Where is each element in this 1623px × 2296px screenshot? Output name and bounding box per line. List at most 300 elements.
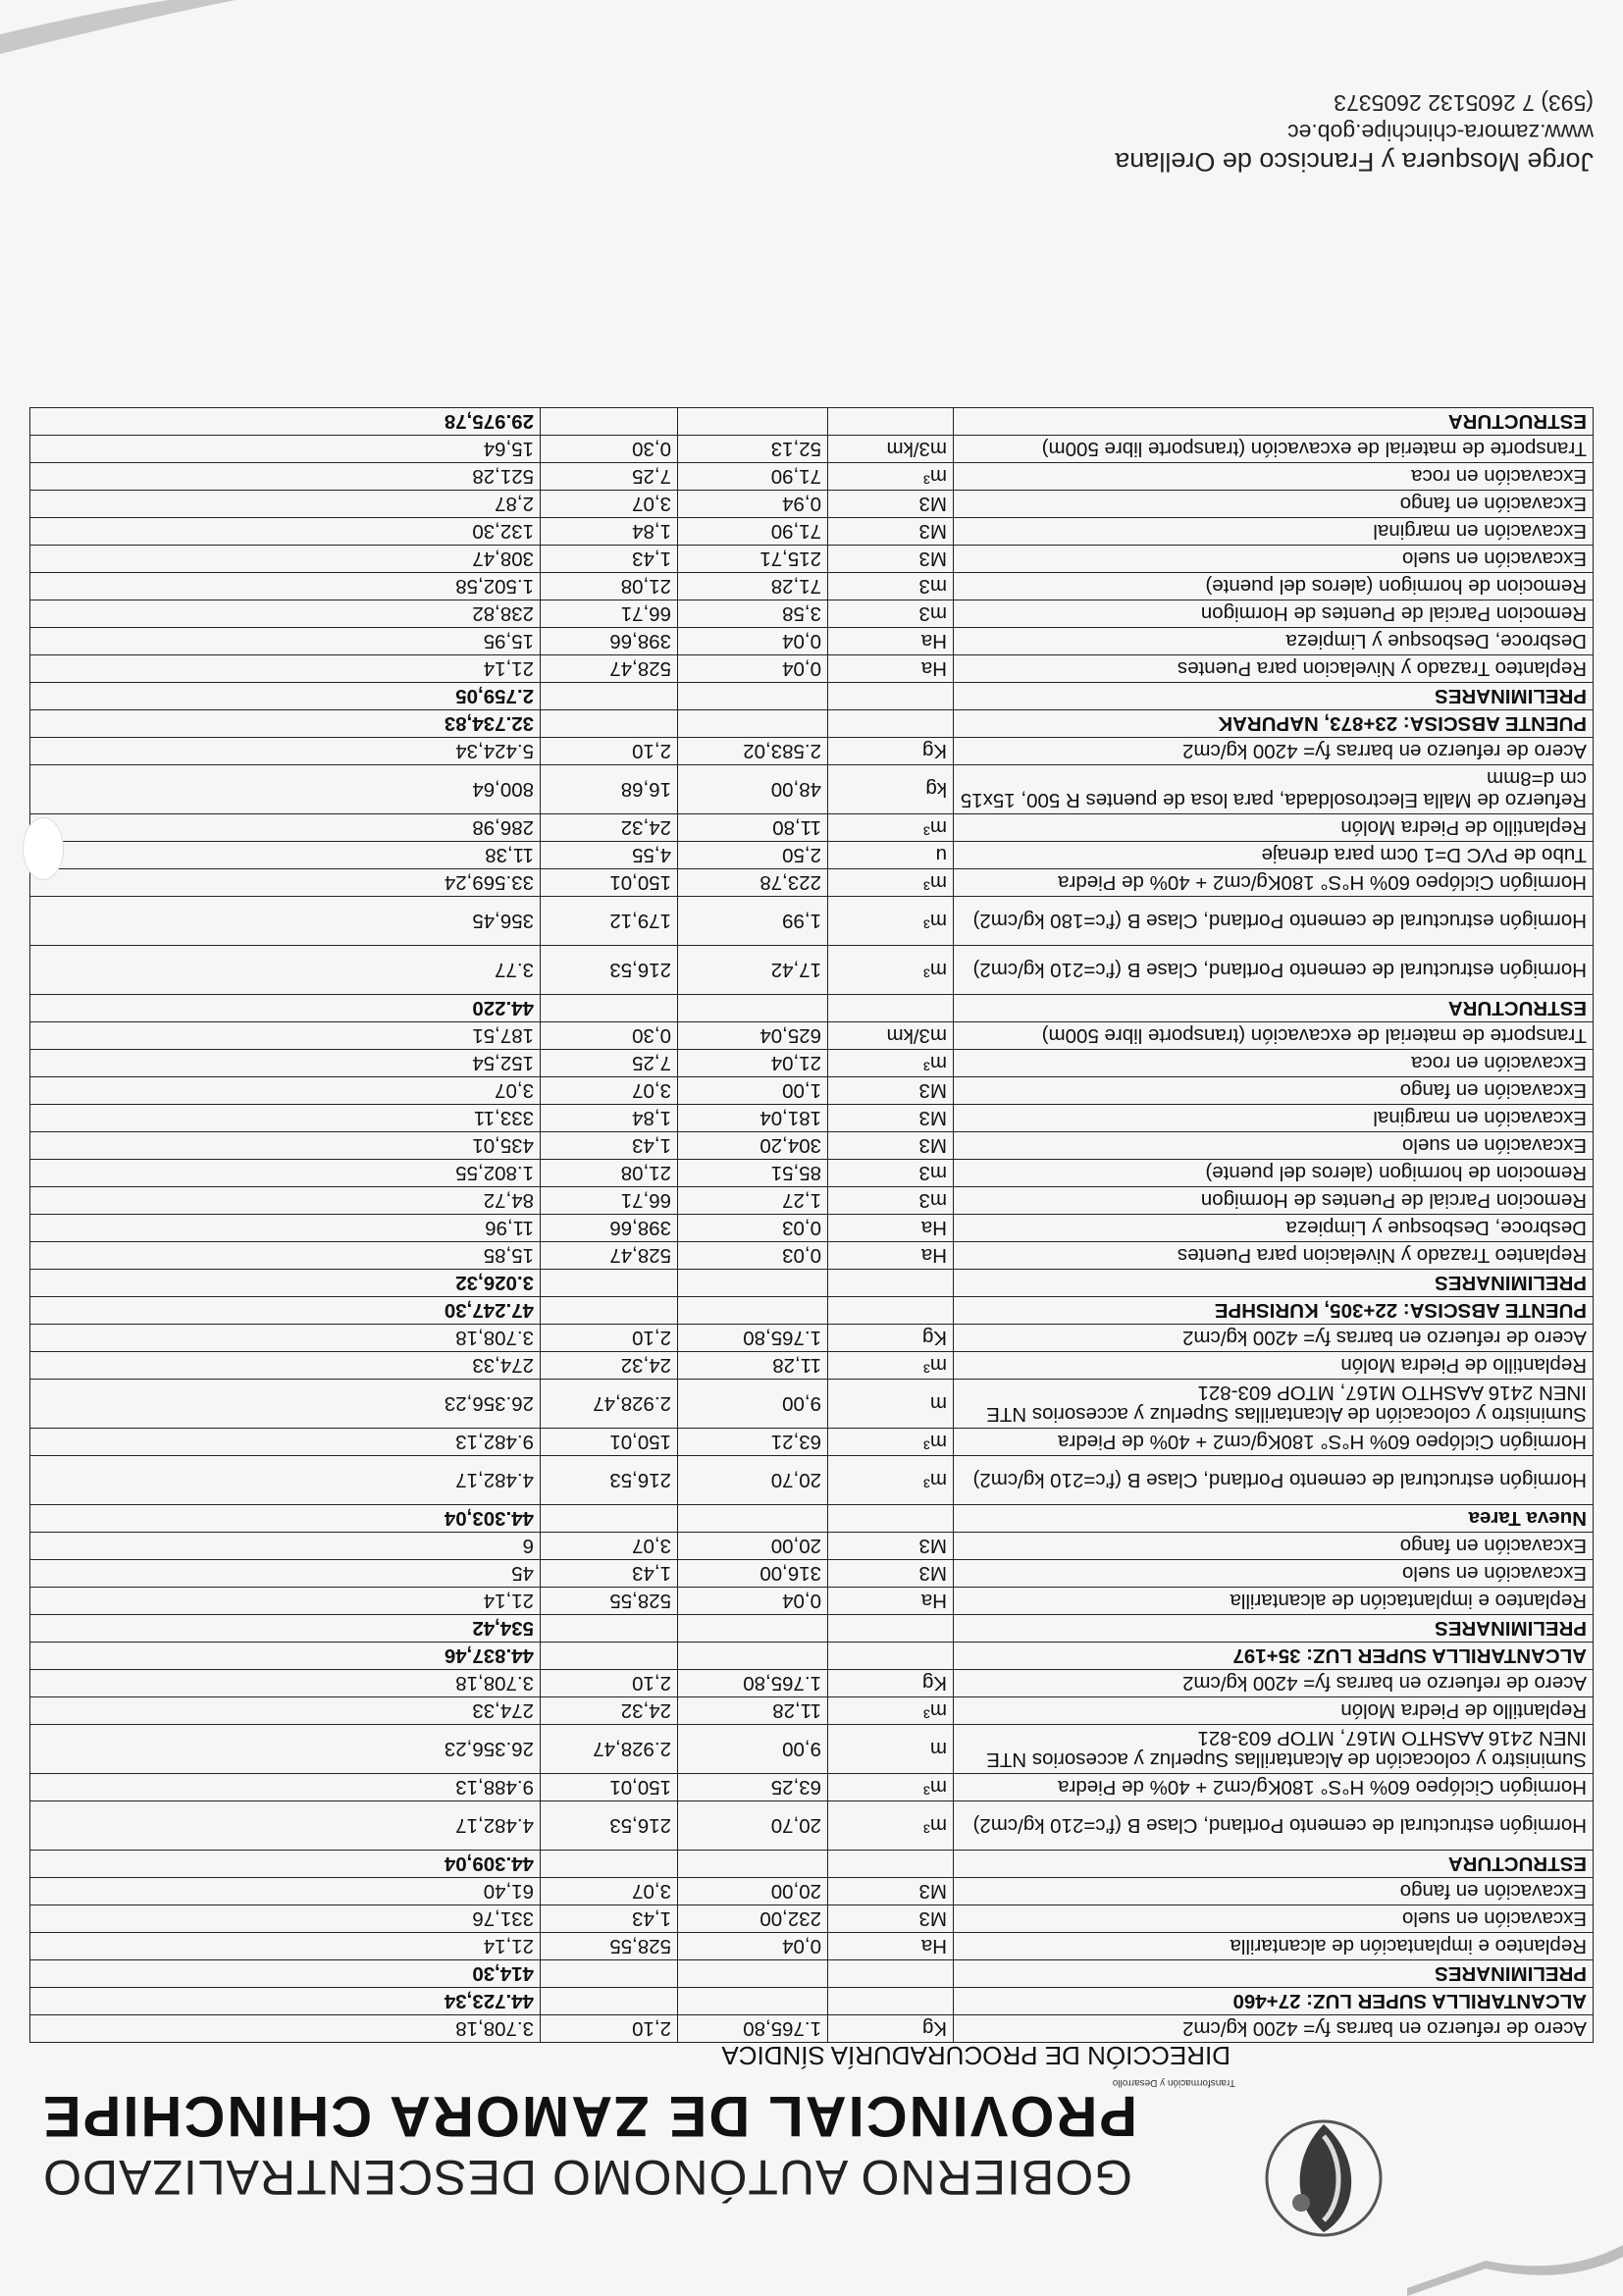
table-row [30,869,1594,897]
item-unit-price: 216,53 [541,946,678,995]
item-quantity: 52,13 [678,436,828,463]
item-unit-price: 1,43 [541,1132,678,1160]
item-total: 44.220 [30,995,541,1022]
item-unit: M3 [828,518,954,546]
item-unit: m³ [828,1050,954,1077]
table-row [30,1105,1594,1132]
item-unit-price [541,1643,678,1670]
item-unit-price: 21,08 [541,1160,678,1187]
item-description: Excavación en suelo [954,1560,1594,1588]
item-unit: M3 [828,546,954,573]
item-unit: M3 [828,1132,954,1160]
item-description: Suministro y colocación de Alcantarillas Superluz y accesorios NTE INEN 2416 AASHTO M167, MTOP 603-821 [954,1725,1594,1774]
item-unit: Ha [828,1933,954,1960]
item-unit [828,1505,954,1533]
item-unit: m³ [828,1697,954,1725]
item-total: 61,40 [30,1878,541,1905]
section-row [30,1270,1594,1297]
item-unit-price: 24,32 [541,814,678,842]
item-description: PRELIMINARES [954,1960,1594,1988]
item-description: PUENTE ABSCISA: 22+305, KURISHPE [954,1297,1594,1325]
item-total: 521,28 [30,463,541,491]
item-unit: m³ [828,897,954,946]
item-unit-price: 16,68 [541,765,678,814]
item-quantity: 0,04 [678,1933,828,1960]
item-unit-price: 7,25 [541,1050,678,1077]
letterhead [0,2031,1623,2296]
item-unit-price: 24,32 [541,1352,678,1380]
section-row [30,1988,1594,2015]
item-quantity: 232,00 [678,1905,828,1933]
table-row [30,1132,1594,1160]
item-quantity: 625,04 [678,1022,828,1050]
item-unit-price: 1,43 [541,1560,678,1588]
item-total: 187,51 [30,1022,541,1050]
item-total: 1.502,58 [30,573,541,600]
item-unit: M3 [828,1533,954,1560]
item-unit-price [541,1270,678,1297]
item-unit-price: 528,47 [541,1242,678,1270]
item-description: Excavación en fango [954,1533,1594,1560]
item-total: 44.837,46 [30,1643,541,1670]
item-quantity: 0,04 [678,628,828,655]
table-row [30,655,1594,683]
item-quantity: 9,00 [678,1380,828,1429]
table-row [30,1429,1594,1456]
item-unit-price: 3,07 [541,1533,678,1560]
table-row [30,946,1594,995]
item-unit: m3/km [828,1022,954,1050]
item-unit: Kg [828,738,954,765]
item-quantity: 71,90 [678,463,828,491]
item-unit: m³ [828,463,954,491]
item-description: Nueva Tarea [954,1505,1594,1533]
item-total: 333,11 [30,1105,541,1132]
item-description: PRELIMINARES [954,1270,1594,1297]
item-unit-price: 0,30 [541,436,678,463]
corner-scan-mark [1407,2237,1623,2296]
item-description: Replanteo e implantación de alcantarilla [954,1588,1594,1615]
item-unit-price [541,1851,678,1878]
item-description: Hormigón estructural de cemento Portland, Clase B (f'c=210 kg/cm2) [954,1801,1594,1851]
item-description: ESTRUCTURA [954,1851,1594,1878]
item-description: Replanteo Trazado y Nivelacion para Puentes [954,655,1594,683]
item-unit: Kg [828,1670,954,1697]
item-description: Excavación en roca [954,463,1594,491]
item-unit [828,1960,954,1988]
section-row [30,1643,1594,1670]
item-unit-price: 24,32 [541,1697,678,1725]
corner-scan-mark [0,0,236,59]
item-quantity: 85,51 [678,1160,828,1187]
item-quantity: 20,00 [678,1533,828,1560]
item-description: Acero de refuerzo en barras fy= 4200 kg/cm2 [954,738,1594,765]
item-quantity: 20,00 [678,1878,828,1905]
item-unit [828,1297,954,1325]
item-description: Remocion de hormigon (aleros del puente) [954,573,1594,600]
table-row [30,1242,1594,1270]
item-total: 2.759,05 [30,683,541,710]
item-unit [828,1643,954,1670]
item-quantity: 2,50 [678,842,828,869]
item-description: Hormigón estructural de cemento Portland, Clase B (f'c=210 kg/cm2) [954,946,1594,995]
item-unit-price: 66,71 [541,600,678,628]
item-total: 5.424,34 [30,738,541,765]
item-total: 26.356,23 [30,1725,541,1774]
item-unit-price: 150,01 [541,1774,678,1801]
item-unit [828,1615,954,1643]
item-total: 800,64 [30,765,541,814]
item-unit-price: 2.928,47 [541,1725,678,1774]
table-row [30,1878,1594,1905]
item-quantity: 71,90 [678,518,828,546]
item-quantity: 11,28 [678,1697,828,1725]
item-total: 414,30 [30,1960,541,1988]
item-quantity [678,1505,828,1533]
item-total: 9.488,13 [30,1774,541,1801]
footer-address: Jorge Mosquera y Francisco de Orellana [1115,147,1594,177]
item-unit-price: 216,53 [541,1456,678,1505]
item-quantity [678,1988,828,2015]
item-description: Replanteo e implantación de alcantarilla [954,1933,1594,1960]
item-total: 152,54 [30,1050,541,1077]
table-row [30,2015,1594,2043]
footer [318,88,1594,177]
item-description: Excavación en fango [954,1077,1594,1105]
item-quantity: 20,70 [678,1801,828,1851]
item-total: 6 [30,1533,541,1560]
item-total: 4.482,17 [30,1801,541,1851]
item-description: Excavación en fango [954,1878,1594,1905]
item-total: 3.708,18 [30,2015,541,2043]
item-description: Replantillo de Piedra Molón [954,1352,1594,1380]
section-row [30,710,1594,738]
item-description: Hormigón Ciclópeo 60% H°S° 180Kg/cm2 + 40% de Piedra [954,1429,1594,1456]
item-quantity [678,710,828,738]
section-row [30,1960,1594,1988]
item-description: PUENTE ABSCISA: 23+873, NAPURAK [954,710,1594,738]
item-unit-price: 528,55 [541,1588,678,1615]
item-unit-price: 1,43 [541,1905,678,1933]
footer-website: www.zamora-chinchipe.gob.ec [1287,120,1594,145]
item-total: 15,95 [30,628,541,655]
item-unit: Ha [828,1215,954,1242]
item-description: Suministro y colocación de Alcantarillas Superluz y accesorios NTE INEN 2416 AASHTO M167, MTOP 603-821 [954,1380,1594,1429]
table-row [30,1533,1594,1560]
item-unit-price [541,1297,678,1325]
item-quantity: 316,00 [678,1560,828,1588]
item-description: Replanteo Trazado y Nivelacion para Puentes [954,1242,1594,1270]
item-unit: m³ [828,814,954,842]
section-row [30,1297,1594,1325]
item-total: 44.309,04 [30,1851,541,1878]
item-unit: m³ [828,1801,954,1851]
table-row [30,491,1594,518]
budget-table [29,407,1594,2043]
item-unit: m3/km [828,436,954,463]
item-description: Desbroce, Desbosque y Limpieza [954,1215,1594,1242]
item-unit-price: 1,84 [541,1105,678,1132]
item-unit: M3 [828,1905,954,1933]
item-quantity: 1.765,80 [678,1325,828,1352]
prefecture-logo-icon [1260,2114,1387,2242]
item-unit-price: 2,10 [541,2015,678,2043]
item-total: 11,96 [30,1215,541,1242]
table-row [30,1077,1594,1105]
item-description: Excavación en marginal [954,518,1594,546]
item-total: 84,72 [30,1187,541,1215]
item-quantity [678,1270,828,1297]
item-quantity [678,995,828,1022]
item-unit-price [541,1615,678,1643]
section-row [30,1505,1594,1533]
item-unit-price: 398,66 [541,1215,678,1242]
item-unit [828,683,954,710]
item-unit [828,1270,954,1297]
item-unit: m3 [828,573,954,600]
item-quantity: 63,21 [678,1429,828,1456]
item-description: Acero de refuerzo en barras fy= 4200 kg/cm2 [954,1325,1594,1352]
item-description: Replantillo de Piedra Molón [954,1697,1594,1725]
item-unit-price: 150,01 [541,869,678,897]
item-total: 32.734,83 [30,710,541,738]
item-unit-price: 3,07 [541,491,678,518]
item-unit: Kg [828,1325,954,1352]
item-total: 21,14 [30,1933,541,1960]
item-unit: Kg [828,2015,954,2043]
item-total: 3.708,18 [30,1670,541,1697]
item-unit-price: 398,66 [541,628,678,655]
table-row [30,1352,1594,1380]
item-quantity: 48,00 [678,765,828,814]
item-quantity: 0,04 [678,1588,828,1615]
item-unit-price: 1,84 [541,518,678,546]
item-description: Tubo de PVC D=1 0cm para drenaje [954,842,1594,869]
item-unit-price [541,683,678,710]
item-quantity [678,1297,828,1325]
item-total: 15,85 [30,1242,541,1270]
item-total: 3,07 [30,1077,541,1105]
item-unit: kg [828,765,954,814]
item-quantity: 3,58 [678,600,828,628]
table-row [30,1187,1594,1215]
table-row [30,738,1594,765]
item-total: 44.723,34 [30,1988,541,2015]
item-quantity: 215,71 [678,546,828,573]
item-total: 274,33 [30,1697,541,1725]
table-row [30,518,1594,546]
item-description: Hormigón Ciclópeo 60% H°S° 180Kg/cm2 + 40% de Piedra [954,869,1594,897]
item-unit-price: 4,55 [541,842,678,869]
item-description: Excavación en roca [954,1050,1594,1077]
item-description: ESTRUCTURA [954,408,1594,436]
item-description: Excavación en suelo [954,1132,1594,1160]
item-unit [828,1851,954,1878]
item-unit-price: 150,01 [541,1429,678,1456]
item-total: 238,82 [30,600,541,628]
table-row [30,1380,1594,1429]
table-row [30,1050,1594,1077]
item-total: 534,42 [30,1615,541,1643]
item-unit: m³ [828,1352,954,1380]
item-quantity: 0,04 [678,655,828,683]
item-description: Acero de refuerzo en barras fy= 4200 kg/cm2 [954,2015,1594,2043]
item-total: 21,14 [30,655,541,683]
item-quantity [678,1960,828,1988]
item-description: Remocion de hormigon (aleros del puente) [954,1160,1594,1187]
item-total: 44.303,04 [30,1505,541,1533]
item-quantity: 181,04 [678,1105,828,1132]
item-unit: m³ [828,1774,954,1801]
item-quantity [678,408,828,436]
item-total: 356,45 [30,897,541,946]
item-description: Remocion Parcial de Puentes de Hormigon [954,1187,1594,1215]
item-quantity [678,683,828,710]
item-description: Remocion Parcial de Puentes de Hormigon [954,600,1594,628]
item-total: 29.975,78 [30,408,541,436]
item-unit-price: 1,43 [541,546,678,573]
item-unit: Ha [828,1588,954,1615]
item-unit-price: 7,25 [541,463,678,491]
item-unit: M3 [828,491,954,518]
item-unit-price: 179,12 [541,897,678,946]
table-row [30,628,1594,655]
item-unit: M3 [828,1560,954,1588]
item-description: PRELIMINARES [954,1615,1594,1643]
item-total: 33.569,24 [30,869,541,897]
item-unit-price [541,1505,678,1533]
item-total: 9.482,13 [30,1429,541,1456]
table-row [30,1022,1594,1050]
item-quantity [678,1851,828,1878]
item-unit: Ha [828,628,954,655]
item-unit [828,1988,954,2015]
government-name-line1: GOBIERNO AUTÓNOMO DESCENTRALIZADO [42,2150,1132,2205]
item-description: Excavación en suelo [954,546,1594,573]
item-description: Acero de refuerzo en barras fy= 4200 kg/cm2 [954,1670,1594,1697]
table-row [30,765,1594,814]
item-unit-price: 2.928,47 [541,1380,678,1429]
item-total: 331,76 [30,1905,541,1933]
item-unit: M3 [828,1105,954,1132]
item-unit: m³ [828,1429,954,1456]
item-quantity: 304,20 [678,1132,828,1160]
item-unit [828,408,954,436]
table-row [30,1456,1594,1505]
item-quantity: 71,28 [678,573,828,600]
item-total: 45 [30,1560,541,1588]
table-row [30,1160,1594,1187]
table-row [30,436,1594,463]
item-total: 4.482,17 [30,1456,541,1505]
item-unit-price [541,995,678,1022]
table-row [30,1725,1594,1774]
item-total: 435,01 [30,1132,541,1160]
item-description: Transporte de material de excavación (transporte libre 500m) [954,1022,1594,1050]
item-quantity [678,1615,828,1643]
item-total: 2,87 [30,491,541,518]
item-unit: m³ [828,869,954,897]
item-total: 47.247,30 [30,1297,541,1325]
item-unit-price [541,710,678,738]
table-row [30,1325,1594,1352]
item-quantity: 223,78 [678,869,828,897]
item-description: Hormigón estructural de cemento Portland, Clase B (f'c=180 kg/cm2) [954,897,1594,946]
table-row [30,1801,1594,1851]
item-total: 132,30 [30,518,541,546]
item-unit-price: 528,55 [541,1933,678,1960]
item-quantity: 0,03 [678,1215,828,1242]
table-row [30,546,1594,573]
footer-phone: (593) 7 2605132 2605373 [1334,90,1594,116]
budget-table-body [30,408,1594,2043]
item-unit: m3 [828,1160,954,1187]
item-total: 11,38 [30,842,541,869]
table-row [30,600,1594,628]
table-row [30,463,1594,491]
item-quantity: 1,99 [678,897,828,946]
item-quantity: 1.765,80 [678,2015,828,2043]
item-quantity: 63,25 [678,1774,828,1801]
table-row [30,897,1594,946]
item-unit-price: 2,10 [541,1670,678,1697]
table-row [30,1774,1594,1801]
item-total: 3.708,18 [30,1325,541,1352]
item-description: ALCANTARILLA SUPER LUZ: 35+197 [954,1643,1594,1670]
item-quantity: 9,00 [678,1725,828,1774]
section-row [30,1851,1594,1878]
item-quantity: 1,27 [678,1187,828,1215]
item-quantity: 11,80 [678,814,828,842]
item-unit: M3 [828,1878,954,1905]
item-description: Excavación en fango [954,491,1594,518]
item-unit: M3 [828,1077,954,1105]
government-name-line2: PROVINCIAL DE ZAMORA CHINCHIPE [41,2084,1137,2148]
item-quantity: 2.583,02 [678,738,828,765]
item-description: Replantillo de Piedra Molón [954,814,1594,842]
item-unit-price [541,1988,678,2015]
table-row [30,1697,1594,1725]
item-unit-price: 3,07 [541,1878,678,1905]
item-total: 1.802,55 [30,1160,541,1187]
table-row [30,1670,1594,1697]
item-quantity: 0,03 [678,1242,828,1270]
section-row [30,1615,1594,1643]
item-total: 3.77 [30,946,541,995]
item-unit [828,995,954,1022]
item-quantity [678,1643,828,1670]
item-unit-price: 2,10 [541,738,678,765]
item-unit: m [828,1725,954,1774]
item-unit: Ha [828,1242,954,1270]
item-unit-price: 2,10 [541,1325,678,1352]
item-quantity: 21,04 [678,1050,828,1077]
item-total: 286,98 [30,814,541,842]
table-row [30,814,1594,842]
item-unit: m3 [828,600,954,628]
item-unit-price: 216,53 [541,1801,678,1851]
item-total: 21,14 [30,1588,541,1615]
item-quantity: 1.765,80 [678,1670,828,1697]
item-description: Excavación en suelo [954,1905,1594,1933]
table-row [30,1905,1594,1933]
item-unit-price: 66,71 [541,1187,678,1215]
item-description: Transporte de material de excavación (transporte libre 500m) [954,436,1594,463]
section-row [30,683,1594,710]
item-unit-price: 3,07 [541,1077,678,1105]
item-unit: m [828,1380,954,1429]
item-total: 15,64 [30,436,541,463]
